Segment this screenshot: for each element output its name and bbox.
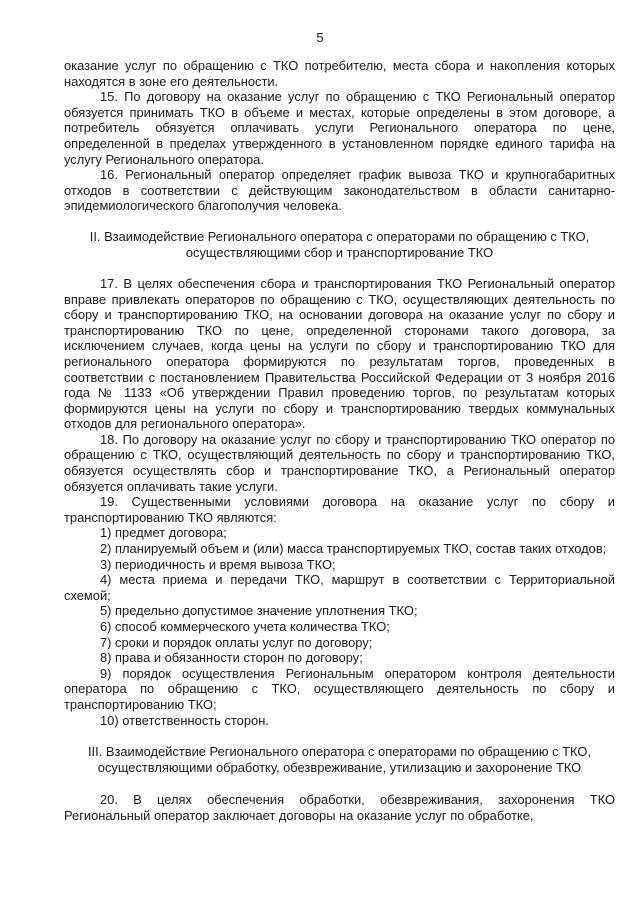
list-item: 8) права и обязанности сторон по договору; [100,650,363,666]
list-item: 9) порядок осуществления Региональным оператором контроля деятельности оператора по обращению с ТКО, осуществляющего деятельность по сбору и транспортированию ТКО; [64,665,615,712]
paragraph-15: 15. По договору на оказание услуг по обращению с ТКО Региональный оператор обязуется принимать ТКО в объеме и местах, которые определены в этом договоре, а потребитель обязуется оплачивать услуги Регионального оператора по цене, определенной в пределах утвержденного в установленном порядке единого тарифа на услугу Регионального оператора. [64,89,615,167]
paragraph-18: 18. По договору на оказание услуг по сбору и транспортированию ТКО оператор по обращению с ТКО, осуществляющий деятельность по сбору и транспортированию ТКО, обязуется осуществлять сбор и транспортирование ТКО, а Региональный оператор обязуется оплачивать такие услуги. [64,431,615,494]
paragraph-continuation: оказание услуг по обращению с ТКО потребителю, места сбора и накопления которых находятся в зоне его деятельности. [64,58,615,89]
list-item: 10) ответственность сторон. [100,712,269,728]
page-number: 5 [316,30,324,45]
list-item: 7) сроки и порядок оплаты услуг по договору; [100,634,373,650]
section-title-2: II. Взаимодействие Регионального оператора с операторами по обращению с ТКО, осуществляющими сбор и транспортирование ТКО [89,228,590,260]
paragraph-20: 20. В целях обеспечения обработки, обезвреживания, захоронения ТКО Региональный оператор заключает договоры на оказание услуг по обработке, [64,792,615,823]
paragraph-17: 17. В целях обеспечения сбора и транспортирования ТКО Региональный оператор вправе привлекать операторов по обращению с ТКО, осуществляющих деятельность по сбору и транспортированию ТКО, на основании договора на оказание услуг по сбору и транспортированию ТКО по цене, определенной сторонами такого договора, за исключением случаев, когда цены на услуги по сбору и транспортированию ТКО для регионального оператора формируются по результатам торгов, проведенных в соответствии с постановлением Правительства Российской Федерации от 3 ноября 2016 года № 1133 «Об утверждении Правил проведению торгов, по результатам которых формируются цены на услуги по сбору и транспортированию твердых коммунальных отходов для регионального оператора». [64,275,615,432]
conditions-list [64,525,615,728]
section-title-3: III. Взаимодействие Регионального оператора с операторами по обращению с ТКО, осуществляющими обработку, обезвреживание, утилизацию и захоронение ТКО [87,744,592,776]
document-body [64,58,615,823]
paragraph-16: 16. Региональный оператор определяет график вывоза ТКО и крупногабаритных отходов в соответствии с действующим законодательством в области санитарно-эпидемиологического благополучия человека. [64,167,615,214]
paragraph-19: 19. Существенными условиями договора на оказание услуг по сбору и транспортированию ТКО являются: [64,494,615,525]
list-item: 6) способ коммерческого учета количества ТКО; [100,619,390,634]
list-item: 3) периодичность и время вывоза ТКО; [100,556,336,572]
list-item: 2) планируемый объем и (или) масса транспортируемых ТКО, состав таких отходов; [100,541,607,557]
list-item: 4) места приема и передачи ТКО, маршрут в соответствии с Территориальной схемой; [64,572,615,603]
list-item: 1) предмет договора; [100,525,227,541]
list-item: 5) предельно допустимое значение уплотнения ТКО; [100,603,418,619]
